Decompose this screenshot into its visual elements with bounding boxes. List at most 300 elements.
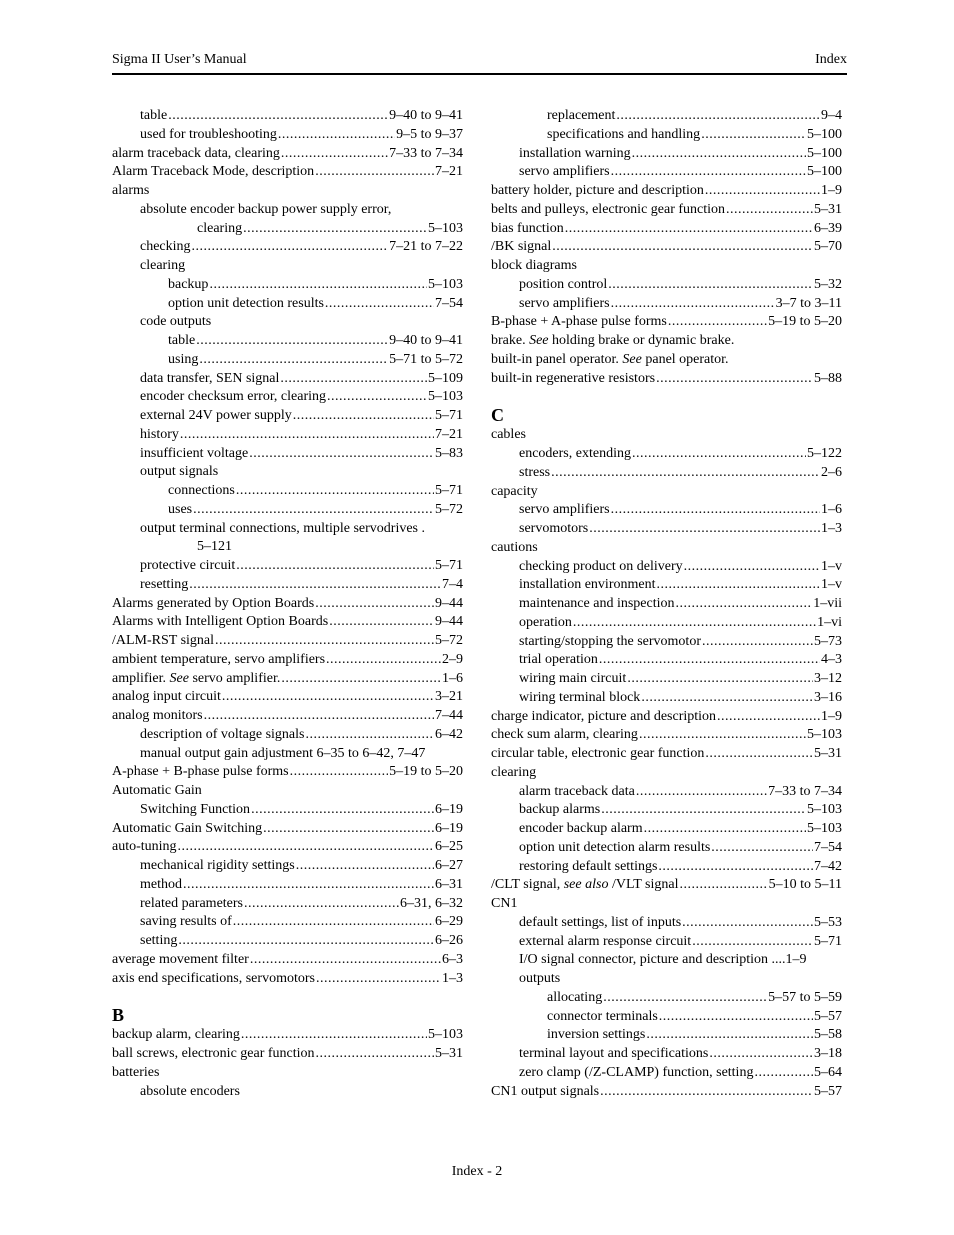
index-entry (491, 914, 842, 933)
dot-leader (679, 876, 767, 895)
index-entry (491, 445, 842, 464)
page-reference: 5–122 (807, 446, 842, 461)
index-entry (491, 313, 842, 332)
dot-leader (241, 1026, 427, 1045)
index-entry (491, 970, 842, 989)
index-entry (491, 783, 842, 802)
index-entry (491, 764, 842, 783)
index-term: servo amplifiers (519, 295, 610, 311)
page-reference: 6–42 (435, 726, 463, 742)
dot-leader (682, 914, 813, 933)
page-reference: 5–53 (814, 914, 842, 930)
section-name: Index (815, 52, 847, 67)
index-term: option unit detection alarm results (519, 839, 711, 855)
index-term: alarm traceback data (519, 783, 635, 799)
index-entry (491, 745, 842, 764)
index-entry (491, 689, 842, 708)
index-term: ball screws, electronic gear function (112, 1046, 315, 1061)
index-entry (112, 388, 463, 407)
index-term: clearing (140, 258, 186, 273)
index-entry (491, 876, 842, 895)
page-reference: 5–71 (435, 558, 463, 573)
index-entry (491, 1026, 842, 1045)
page-reference: 5–32 (814, 276, 842, 292)
index-term: operation (519, 614, 572, 630)
page-reference: 5–100 (807, 126, 842, 142)
dot-leader (192, 238, 389, 257)
index-term: option unit detection results (168, 295, 324, 311)
index-entry (491, 839, 842, 858)
index-entry (112, 351, 463, 370)
page-reference: 9–5 to 9–37 (396, 126, 463, 142)
dot-leader (180, 426, 434, 445)
index-term: circular table, electronic gear function (491, 746, 705, 761)
index-term: related parameters (140, 895, 243, 911)
index-term: alarms (112, 183, 150, 198)
index-entry (491, 145, 842, 164)
page-reference: 5–103 (807, 821, 842, 836)
page-reference: 5–19 to 5–20 (389, 764, 463, 780)
page-reference: 6–19 (435, 801, 463, 817)
dot-leader (702, 633, 813, 652)
index-entry (491, 820, 842, 839)
index-entry (491, 220, 842, 239)
index-entry (491, 1008, 842, 1027)
page-reference: 7–33 to 7–34 (768, 783, 842, 799)
index-term: alarm traceback data, clearing (112, 145, 280, 161)
page-reference: 5–72 (435, 633, 463, 648)
index-term: encoder backup alarm (519, 821, 643, 836)
page-reference: 1–vi (817, 614, 842, 630)
index-term: mechanical rigidity settings (140, 858, 295, 873)
index-term: resetting (140, 576, 189, 592)
index-entry (112, 126, 463, 145)
index-entry (491, 539, 842, 558)
dot-leader (636, 783, 767, 802)
dot-leader (222, 688, 434, 707)
page-reference: 1–6 (442, 670, 463, 686)
dot-leader (701, 126, 806, 145)
index-term: history (140, 426, 179, 442)
index-entry (112, 295, 463, 314)
index-entry (112, 670, 463, 689)
index-entry (112, 1064, 463, 1083)
index-entry (112, 838, 463, 857)
page-reference: 7–44 (435, 708, 463, 723)
dot-leader (316, 1045, 434, 1064)
page-reference: 5–58 (814, 1027, 842, 1043)
index-term: /CLT signal, see also /VLT signal (491, 877, 679, 893)
index-entry (491, 238, 842, 257)
index-term: A-phase + B-phase pulse forms (112, 764, 289, 780)
index-column-left (112, 107, 463, 1101)
dot-leader (611, 501, 820, 520)
index-term: built-in panel operator. See panel operator. (491, 351, 729, 367)
index-entry (491, 670, 842, 689)
index-term: external 24V power supply (140, 408, 292, 423)
dot-leader (709, 1045, 813, 1064)
index-term: checking product on delivery (519, 558, 683, 574)
index-term: restoring default settings (519, 858, 658, 874)
index-term: table (140, 108, 168, 123)
index-term: brake. See holding brake or dynamic brake. (491, 333, 735, 348)
dot-leader (639, 726, 806, 745)
index-term: encoders, extending (519, 446, 631, 461)
dot-leader (627, 670, 813, 689)
index-entry (491, 801, 842, 820)
index-entry (112, 801, 463, 820)
index-entry (491, 651, 842, 670)
index-entry (112, 332, 463, 351)
index-term: Alarms generated by Option Boards (112, 595, 315, 611)
page-reference: 5–109 (428, 370, 463, 386)
index-entry (491, 933, 842, 952)
index-term: belts and pulleys, electronic gear function (491, 201, 726, 217)
dot-leader (178, 932, 434, 951)
page-reference: 5–103 (807, 727, 842, 743)
index-entry (491, 276, 842, 295)
page-reference: 5–57 (814, 1083, 842, 1099)
index-entry (491, 370, 842, 389)
index-entry (491, 201, 842, 220)
page-reference: 5–71 (814, 933, 842, 949)
index-term: setting (140, 933, 178, 948)
dot-leader (278, 126, 395, 145)
index-entry (112, 876, 463, 895)
dot-leader (644, 820, 806, 839)
index-entry (112, 951, 463, 970)
page-reference: 2–9 (442, 651, 463, 667)
page-reference: 1–6 (821, 502, 842, 518)
page-reference: 9–44 (435, 614, 463, 630)
index-entry (112, 1083, 463, 1102)
dot-leader (315, 595, 434, 614)
dot-leader (168, 107, 388, 126)
index-term: wiring main circuit (519, 671, 627, 686)
dot-leader (243, 220, 427, 239)
index-entry (491, 182, 842, 201)
page-reference: 5–73 (814, 633, 842, 649)
page-reference: 5–70 (814, 239, 842, 255)
index-term: position control (519, 276, 608, 292)
index-term: installation warning (519, 145, 631, 161)
index-entry (112, 182, 463, 201)
dot-leader (204, 707, 434, 726)
dot-leader (250, 951, 441, 970)
dot-leader (599, 651, 820, 670)
index-entry (112, 407, 463, 426)
index-entry (491, 483, 842, 502)
page-reference: 1–9 (821, 708, 842, 724)
page-reference: 5–71 (435, 483, 463, 498)
page-reference: 5–100 (807, 164, 842, 180)
index-entry (491, 858, 842, 877)
index-entry (491, 633, 842, 652)
dot-leader (236, 557, 434, 576)
page-reference: 5–10 to 5–11 (768, 877, 842, 893)
index-entry (112, 632, 463, 651)
index-term: bias function (491, 220, 564, 236)
index-term: axis end specifications, servomotors (112, 970, 315, 986)
page-number: Index - 2 (451, 1164, 503, 1179)
index-entry (491, 576, 842, 595)
page-reference: 5–64 (814, 1064, 842, 1080)
page-reference: 5–31 (814, 746, 842, 761)
dot-leader (656, 370, 813, 389)
index-term: used for troubleshooting (140, 126, 277, 142)
dot-leader (189, 576, 441, 595)
dot-leader (281, 670, 441, 689)
index-entry (491, 726, 842, 745)
page-reference: 5–103 (428, 389, 463, 405)
index-term: built-in regenerative resistors (491, 370, 656, 386)
index-term: trial operation (519, 652, 598, 668)
dot-leader (316, 970, 441, 989)
index-entry (112, 782, 463, 801)
page-reference: 5–57 to 5–59 (768, 989, 842, 1005)
index-term: connections (168, 483, 235, 498)
index-term: battery holder, picture and description (491, 183, 704, 198)
page-reference: 5–103 (428, 1027, 463, 1043)
index-term: terminal layout and specifications (519, 1046, 709, 1061)
page-reference: 7–54 (814, 839, 842, 855)
index-term: analog input circuit (112, 689, 221, 705)
dot-leader (233, 913, 434, 932)
index-entry (112, 913, 463, 932)
dot-leader (296, 857, 434, 876)
index-entry (491, 989, 842, 1008)
dot-leader (251, 801, 434, 820)
dot-leader (193, 501, 434, 520)
page-reference: 5–72 (435, 501, 463, 517)
page-reference: 7–42 (814, 858, 842, 874)
dot-leader (616, 107, 820, 126)
dot-leader (551, 464, 820, 483)
index-entry (491, 558, 842, 577)
index-entry (112, 163, 463, 182)
index-term: cables (491, 427, 526, 443)
index-entry (491, 708, 842, 727)
index-entry (112, 520, 463, 539)
page-reference: 7–54 (435, 295, 463, 311)
index-entry (491, 126, 842, 145)
index-term: Automatic Gain Switching (112, 820, 263, 836)
index-entry (112, 932, 463, 951)
index-entry (112, 595, 463, 614)
index-entry (112, 257, 463, 276)
dot-leader (290, 763, 388, 782)
page-reference: 7–21 (435, 426, 463, 442)
dot-leader (717, 708, 820, 727)
dot-leader (326, 651, 441, 670)
index-term: charge indicator, picture and description (491, 708, 717, 724)
index-entry (112, 707, 463, 726)
dot-leader (196, 332, 388, 351)
page-reference: 5–71 (435, 408, 463, 423)
index-entry (491, 426, 842, 445)
page-reference: 5–57 (814, 1008, 842, 1024)
page-reference: 9–40 to 9–41 (389, 108, 463, 123)
index-entry (112, 238, 463, 257)
page-reference: 1–v (821, 558, 842, 574)
page-reference: 5–103 (428, 220, 463, 236)
index-term: Alarms with Intelligent Option Boards (112, 614, 329, 630)
page-reference: 9–44 (435, 595, 463, 611)
dot-leader (705, 182, 820, 201)
dot-leader (305, 726, 434, 745)
index-entry (112, 820, 463, 839)
page-reference: 1–vii (813, 596, 842, 611)
page-reference: 7–4 (442, 576, 463, 592)
page-reference: 5–31 (435, 1046, 463, 1061)
index-term: I/O signal connector, picture and description ....1–9 (519, 952, 807, 968)
index-term: uses (168, 501, 193, 517)
dot-leader (236, 482, 434, 501)
index-term: check sum alarm, clearing (491, 727, 638, 743)
dot-leader (600, 1083, 813, 1102)
index-entry (491, 464, 842, 483)
index-term: servomotors (519, 521, 589, 536)
header-rule (112, 73, 847, 75)
index-entry (112, 313, 463, 332)
index-term: external alarm response circuit (519, 933, 692, 949)
page-reference: 7–21 to 7–22 (389, 239, 463, 255)
index-term: cautions (491, 539, 538, 555)
index-term: encoder checksum error, clearing (140, 389, 327, 405)
page-reference: 1–3 (821, 521, 842, 536)
page-reference: 3–12 (814, 671, 842, 686)
index-entry (491, 501, 842, 520)
index-entry (112, 557, 463, 576)
page-reference: 5–71 to 5–72 (389, 351, 463, 367)
page-reference: 6–27 (435, 858, 463, 873)
index-term: average movement filter (112, 951, 249, 967)
index-term: absolute encoder backup power supply error, (140, 201, 392, 217)
page-reference: 5–83 (435, 445, 463, 461)
index-term: checking (140, 239, 191, 255)
index-entry (112, 276, 463, 295)
index-entry (491, 1064, 842, 1083)
index-term: backup alarm, clearing (112, 1027, 240, 1043)
index-term: /BK signal (491, 239, 552, 255)
page-reference: 1–3 (442, 970, 463, 986)
dot-leader (199, 351, 388, 370)
index-column-right (491, 107, 842, 1101)
index-entry (112, 1026, 463, 1045)
index-entry (112, 538, 463, 557)
index-term: backup alarms (519, 802, 601, 818)
index-entry (112, 201, 463, 220)
index-term: clearing (491, 764, 537, 780)
index-term: Alarm Traceback Mode, description (112, 164, 315, 180)
dot-leader (215, 632, 434, 651)
dot-leader (676, 595, 813, 614)
page-reference: 9–4 (821, 108, 842, 123)
page-reference: 3–16 (814, 689, 842, 705)
index-term: analog monitors (112, 708, 203, 723)
index-entry (112, 651, 463, 670)
index-entry (112, 688, 463, 707)
dot-leader (325, 295, 434, 314)
index-entry (112, 370, 463, 389)
dot-leader (692, 933, 813, 952)
page-reference: 5–19 to 5–20 (768, 314, 842, 330)
index-term: allocating (547, 989, 603, 1005)
index-entry (491, 520, 842, 539)
index-term: connector terminals (547, 1008, 658, 1024)
index-term: replacement (547, 108, 616, 123)
index-term: outputs (519, 971, 561, 986)
index-term: specifications and handling (547, 126, 701, 142)
page-reference: 5–88 (814, 370, 842, 386)
index-entry (491, 951, 842, 970)
index-term: servo amplifiers (519, 502, 610, 518)
page-reference: 6–31 (435, 876, 463, 892)
index-term: default settings, list of inputs (519, 914, 682, 930)
dot-leader (244, 895, 399, 914)
index-entry (112, 426, 463, 445)
index-term: starting/stopping the servomotor (519, 633, 701, 649)
dot-leader (658, 858, 813, 877)
index-term: zero clamp (/Z-CLAMP) function, setting (519, 1064, 754, 1080)
dot-leader (705, 745, 813, 764)
running-header (112, 52, 847, 72)
index-term: backup (168, 276, 209, 292)
index-entry (112, 613, 463, 632)
dot-leader (573, 614, 816, 633)
page-reference: 6–3 (442, 951, 463, 967)
page-reference: 6–19 (435, 820, 463, 836)
index-entry (112, 482, 463, 501)
page-reference: 7–33 to 7–34 (389, 145, 463, 161)
index-term: clearing (197, 220, 243, 236)
dot-leader (315, 163, 434, 182)
dot-leader (611, 295, 775, 314)
page-reference: 6–39 (814, 220, 842, 236)
index-entry (112, 970, 463, 989)
index-term: auto-tuning (112, 839, 177, 855)
index-entry (491, 614, 842, 633)
index-entry (491, 332, 842, 351)
index-term: Switching Function (140, 801, 251, 817)
page-reference: 9–40 to 9–41 (389, 333, 463, 348)
dot-leader (668, 313, 767, 332)
dot-leader (632, 445, 806, 464)
index-term: stress (519, 464, 551, 480)
page-reference: 1–v (821, 577, 842, 593)
page-reference: 7–21 (435, 164, 463, 180)
dot-leader (632, 145, 806, 164)
page-reference: 5–100 (807, 145, 842, 161)
index-term: data transfer, SEN signal (140, 370, 280, 386)
dot-leader (601, 801, 806, 820)
index-term: capacity (491, 483, 538, 499)
index-section-heading: C (491, 405, 504, 426)
dot-leader (608, 276, 813, 295)
index-term: inversion settings (547, 1027, 646, 1043)
index-entry (112, 1045, 463, 1064)
index-term: CN1 output signals (491, 1083, 600, 1099)
index-term: using (168, 351, 199, 367)
index-entry (112, 857, 463, 876)
dot-leader (209, 276, 427, 295)
index-entry (112, 576, 463, 595)
index-term: installation environment (519, 577, 656, 593)
page-reference: 5–103 (807, 802, 842, 818)
index-entry (112, 745, 463, 764)
page-reference: 4–3 (821, 652, 842, 668)
index-section-heading: B (112, 1005, 125, 1026)
